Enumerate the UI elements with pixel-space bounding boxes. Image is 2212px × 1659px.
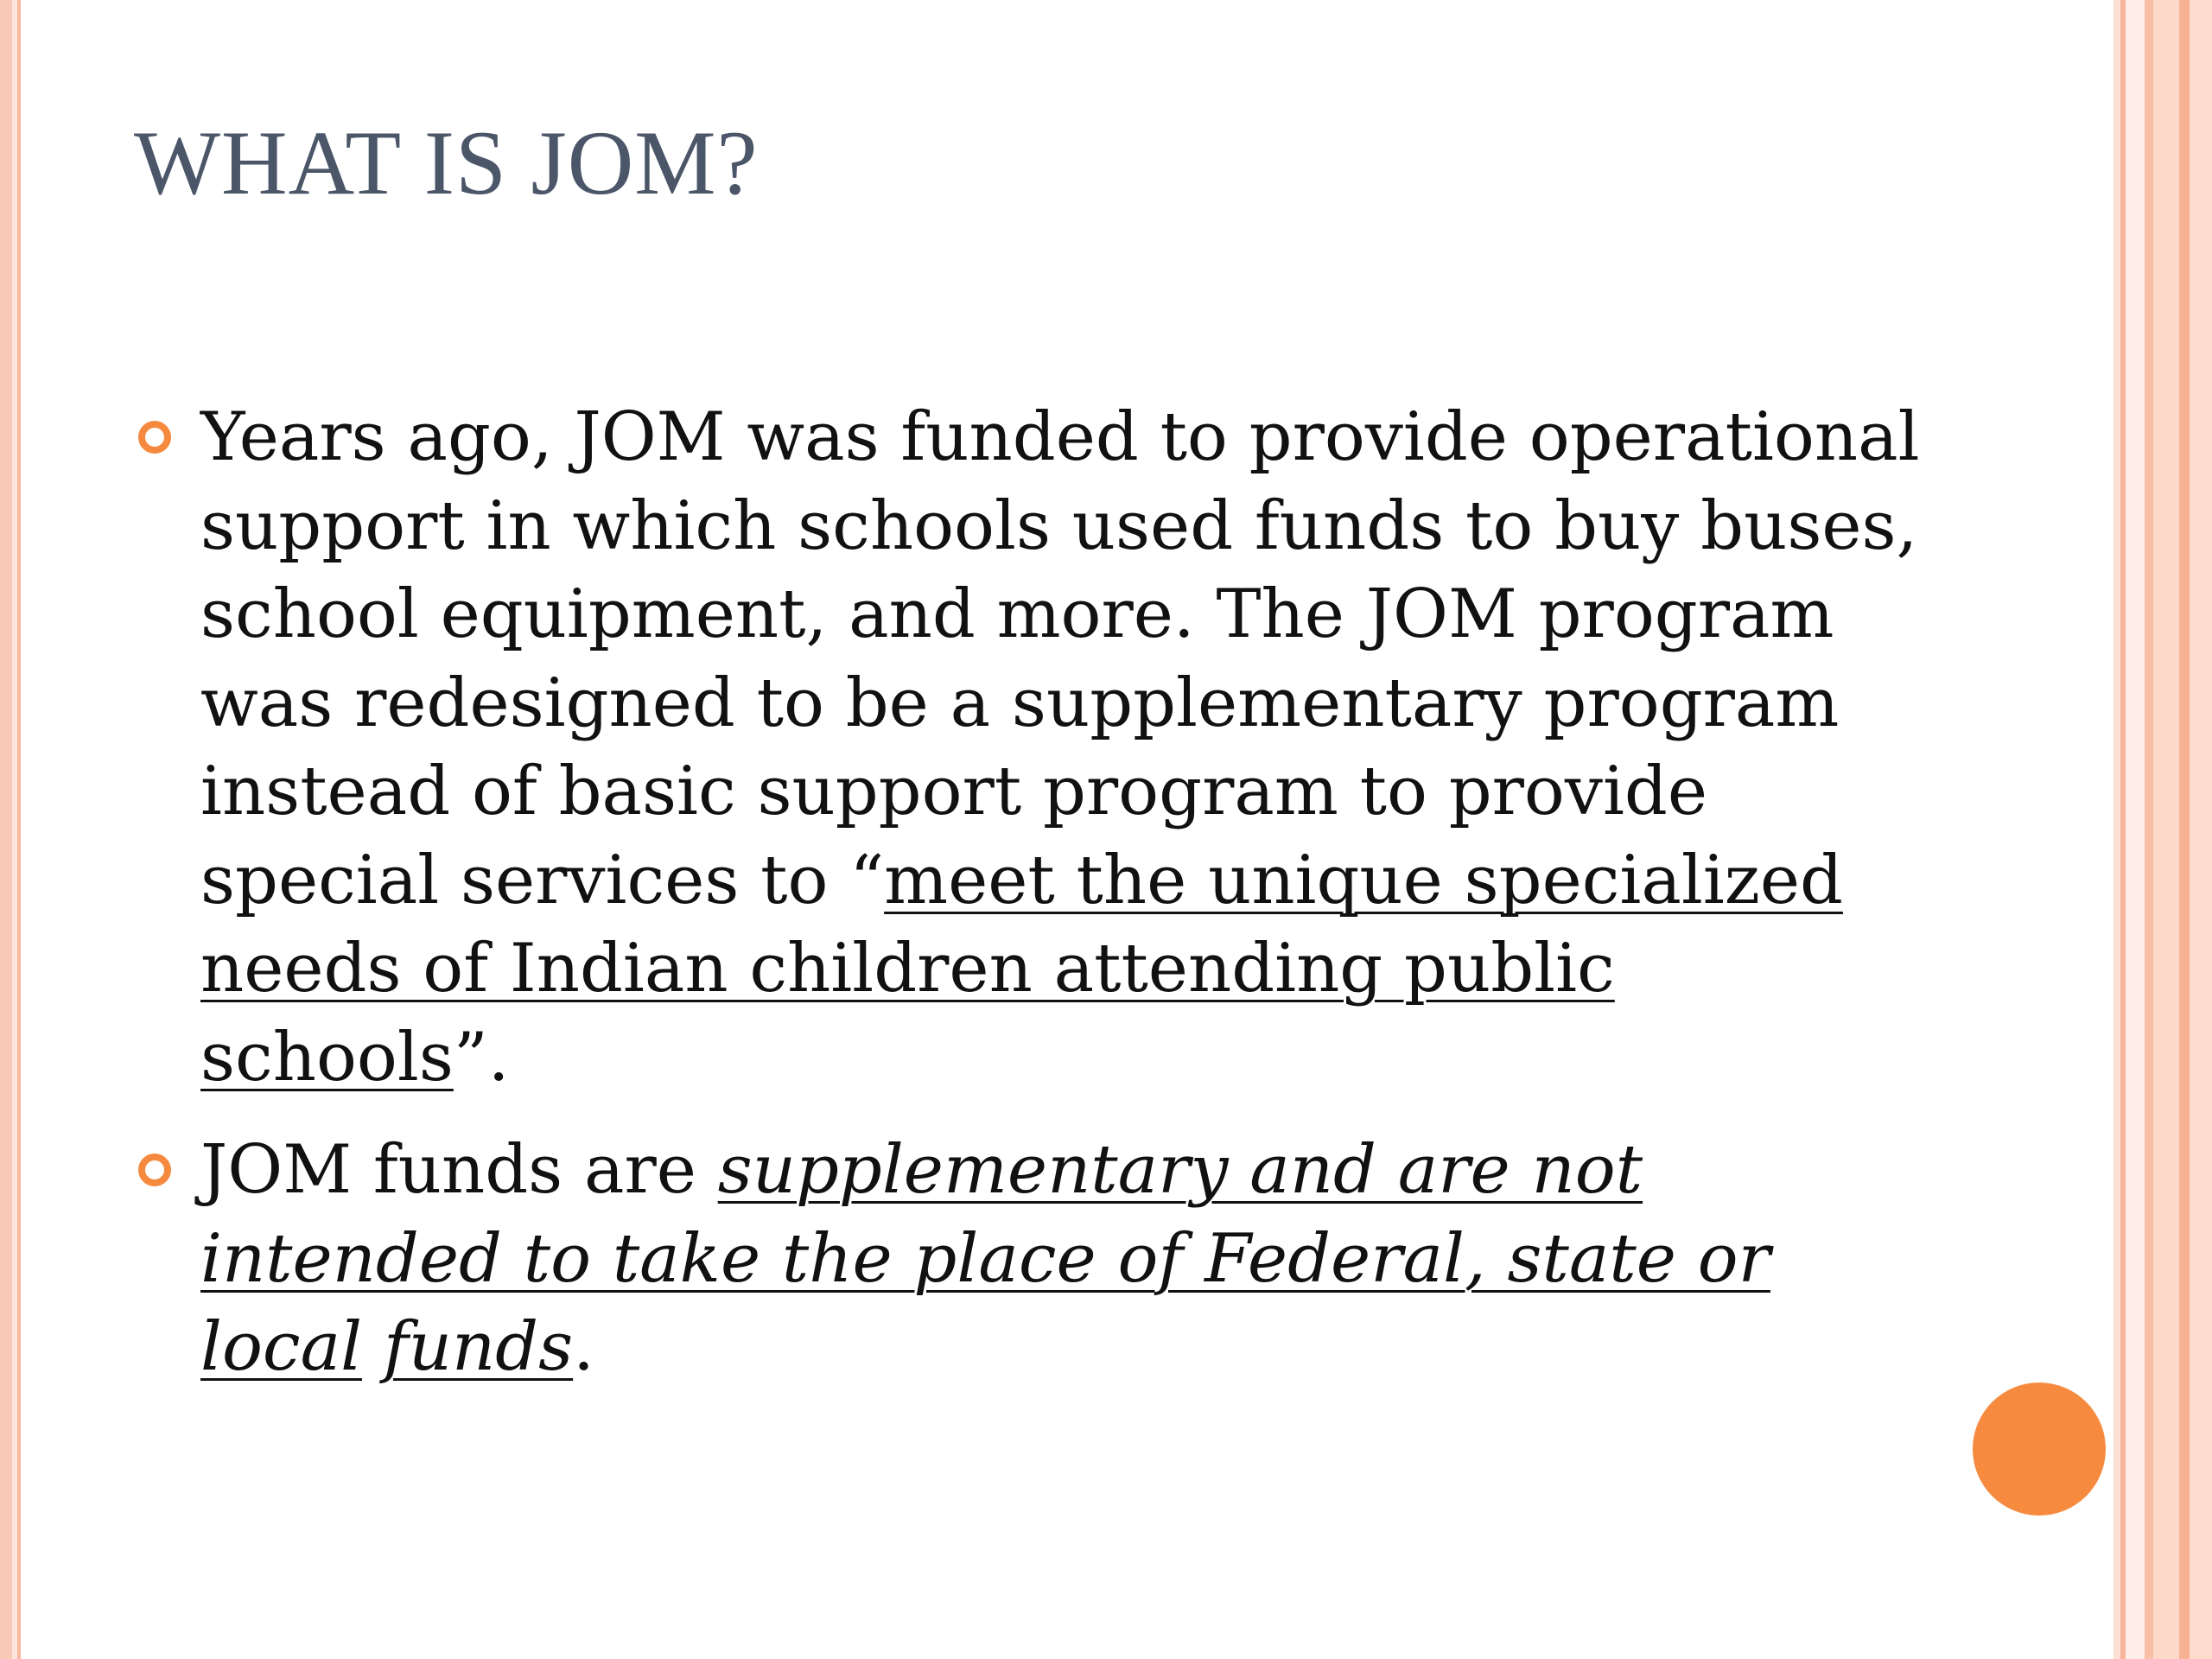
right-border-stripe <box>2145 0 2153 1659</box>
underlined-italic-text: funds <box>383 1308 574 1386</box>
bullet-text-end: . <box>573 1308 594 1386</box>
bullet-text-end: ”. <box>453 1018 510 1096</box>
decorative-circle <box>1973 1382 2106 1516</box>
right-border-stripe <box>2126 0 2145 1659</box>
slide-title: WHAT IS JOM? <box>134 112 759 213</box>
slide-body <box>138 393 1936 1392</box>
bullet-text: Years ago, JOM was funded to provide operational support in which schools used funds to buy buses, school equipment, and more. The JOM program was redesigned to be a supplementary program instead of basic support program to provide special services to “ <box>200 398 1920 919</box>
right-border-stripe <box>2179 0 2190 1659</box>
left-border-stripe <box>0 0 12 1659</box>
right-border-stripe <box>2113 0 2120 1659</box>
bullet-text: JOM funds are <box>200 1131 718 1209</box>
underlined-quote: meet the unique specialized needs of Indian children attending public schools <box>200 841 1843 1096</box>
bullet-item <box>138 1126 1936 1392</box>
ring-bullet-icon <box>138 421 171 454</box>
right-border-stripe <box>2190 0 2212 1659</box>
left-border-stripe <box>17 0 21 1659</box>
right-border-stripe <box>2153 0 2179 1659</box>
underlined-italic-text: supplementary and are not intended to take the place of Federal, state or local <box>200 1131 1770 1386</box>
bullet-item <box>138 393 1936 1102</box>
ring-bullet-icon <box>138 1154 171 1186</box>
